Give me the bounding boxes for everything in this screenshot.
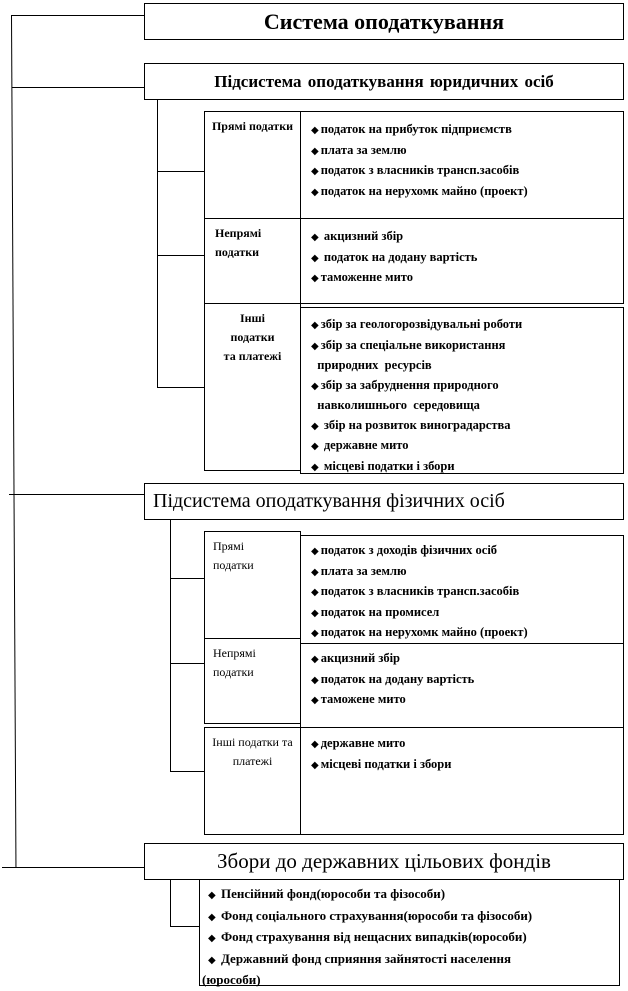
funds-branch [170,926,199,927]
individuals-other-label-box [204,727,301,835]
diamond-bullet-icon: ◆ [208,954,216,966]
diamond-bullet-icon: ◆ [311,273,319,284]
diamond-bullet-icon: ◆ [311,607,319,619]
individuals-sub-trunk [170,519,171,771]
individuals-subsystem-box [144,483,624,520]
diamond-bullet-icon: ◆ [311,380,319,392]
list-item: ◆ податок на промисел [311,604,440,619]
list-item: ◆ податок на нерухомк майно (проект) [311,183,528,198]
diamond-bullet-icon: ◆ [311,232,319,243]
branch-line-funds [2,867,144,868]
diamond-bullet-icon: ◆ [311,441,319,452]
list-item: ◆ таможенне мито [311,270,414,284]
list-item: ◆ податок з доходів фізичних осіб [311,543,498,557]
list-item: ◆ збір за спеціальне використання природних ресурсів [311,337,506,372]
list-item: ◆ плата за землю [311,563,407,578]
branch-line-legal [12,87,144,88]
list-item: ◆ плата за землю [311,142,407,157]
diamond-bullet-icon: ◆ [311,145,319,157]
legal-indirect-items-box [300,218,624,304]
list-item: ◆ збір на розвиток виноградарства [311,417,511,432]
legal-branch-other [157,387,204,388]
funds-box [144,843,624,880]
diamond-bullet-icon: ◆ [311,628,319,639]
individuals-other-items-box [300,727,624,835]
diamond-bullet-icon: ◆ [311,587,319,598]
diamond-bullet-icon: ◆ [208,933,216,944]
legal-direct-items-box [300,111,624,219]
list-item: ◆ збір за геологорозвідувальні роботи [311,317,523,331]
legal-direct-label-box [204,111,301,219]
list-item: ◆ Державний фонд сприяння зайнятості населення [208,950,512,966]
list-item: ◆ збір за забруднення природного навколишнього середовища [311,377,499,412]
diamond-bullet-icon: ◆ [311,695,319,706]
individuals-indirect-label-box [204,638,301,724]
main-trunk-line [11,15,16,867]
diamond-bullet-icon: ◆ [311,461,319,473]
list-item: ◆ податок на додану вартість [311,249,478,264]
diamond-bullet-icon: ◆ [208,890,216,901]
list-item: ◆ податок з власників трансп.засобів [311,584,520,598]
legal-other-label: Інші податки та платежі [223,311,282,363]
diamond-bullet-icon: ◆ [311,674,319,686]
diamond-bullet-icon: ◆ [311,420,319,432]
funds-items-box [199,879,620,986]
diamond-bullet-icon: ◆ [311,252,319,264]
legal-sub-trunk [157,99,158,387]
individuals-branch-other [170,771,204,772]
branch-line-individuals [9,494,144,495]
list-item: ◆ Фонд соціального страхування(юрособи та фізособи) [208,907,533,923]
branch-line-title [12,15,144,16]
individuals-direct-label: Прямі податки [213,539,254,572]
diamond-bullet-icon: ◆ [311,340,319,352]
individuals-direct-items-box [300,535,624,644]
legal-indirect-label: Непрямі податки [215,226,262,259]
list-item: ◆ місцеві податки і збори [311,756,452,771]
system-title-box [144,3,624,40]
individuals-indirect-label: Непрямі податки [213,646,256,679]
list-item: ◆ податок на додану вартість [311,671,475,686]
funds-title: Збори до державних цільових фондів [217,849,551,873]
list-item: ◆ державне мито [311,438,409,452]
list-item: ◆ акцизний збір [311,229,404,243]
list-item: ◆ податок на нерухомк майно (проект) [311,625,528,639]
list-item: ◆ податок з власників трансп.засобів [311,163,520,177]
diamond-bullet-icon: ◆ [311,654,319,665]
diamond-bullet-icon: ◆ [311,320,319,331]
list-item: ◆ державне мито [311,736,406,750]
list-item: ◆ таможене мито [311,692,406,706]
legal-subsystem-box [144,63,624,100]
diamond-bullet-icon: ◆ [311,759,319,771]
legal-other-items-box [300,307,624,474]
list-item: ◆ місцеві податки і збори [311,458,455,473]
diamond-bullet-icon: ◆ [311,566,319,578]
legal-other-label-box [204,303,301,471]
diamond-bullet-icon: ◆ [208,911,216,923]
legal-branch-indirect [157,255,204,256]
diamond-bullet-icon: ◆ [311,125,319,136]
individuals-subsystem-title: Підсистема оподаткування фізичних осіб [153,490,505,512]
diamond-bullet-icon: ◆ [311,186,319,198]
list-item: ◆ акцизний збір [311,651,401,665]
individuals-other-label: Інші податки та платежі [212,735,293,768]
diamond-bullet-icon: ◆ [311,546,319,557]
funds-sub-trunk [170,879,171,926]
list-item: ◆ Пенсійний фонд(юрособи та фізособи) [208,886,446,901]
list-item-continuation: (юрособи) [202,972,261,987]
diamond-bullet-icon: ◆ [311,166,319,177]
diamond-bullet-icon: ◆ [311,739,319,750]
individuals-indirect-items-box [300,643,624,728]
system-title: Система оподаткування [263,8,505,34]
legal-subsystem-title: Підсистема оподаткування юридичних осіб [214,71,554,91]
individuals-branch-indirect [170,663,204,664]
individuals-direct-label-box [204,531,301,639]
list-item: ◆ Фонд страхування від нещасних випадків(юрособи) [208,929,527,944]
list-item: ◆ податок на прибуток підприємств [311,122,512,136]
legal-indirect-label-box [204,218,301,304]
legal-branch-direct [157,171,204,172]
individuals-branch-direct [170,578,204,579]
legal-direct-label: Прямі податки [211,119,294,133]
